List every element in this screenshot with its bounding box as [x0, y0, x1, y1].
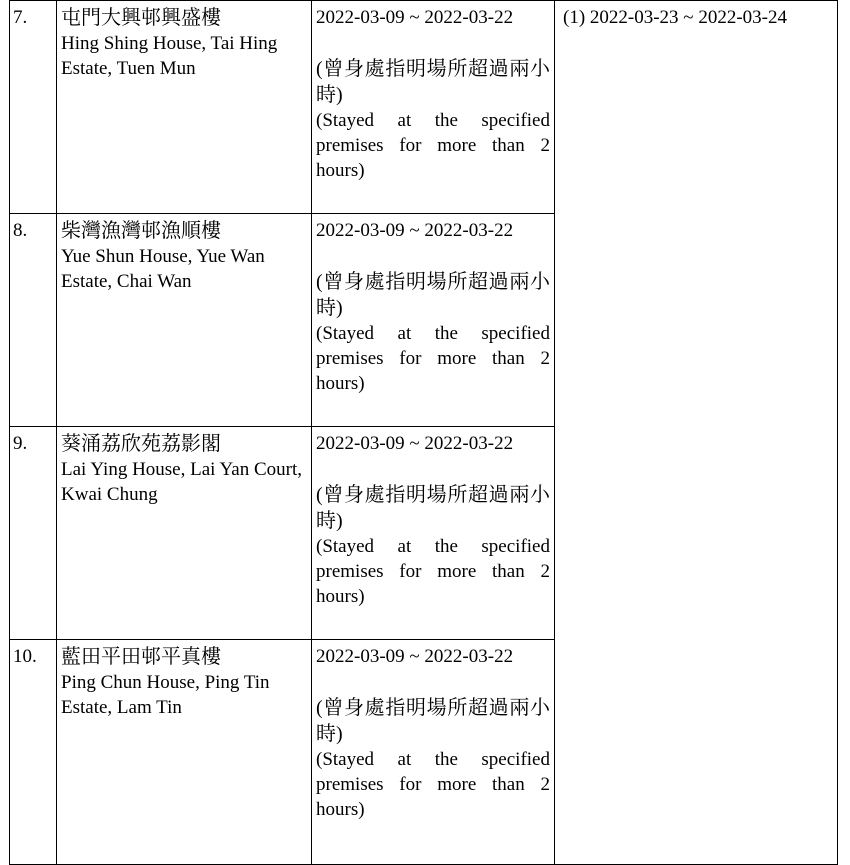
premises-name-zh: 屯門大興邨興盛樓	[61, 7, 221, 29]
premises-name-zh: 藍田平田邨平真樓	[61, 646, 221, 668]
stay-note-zh: (曾身處指明場所超過兩小時)	[316, 271, 550, 319]
stay-note-zh: (曾身處指明場所超過兩小時)	[316, 484, 550, 532]
row-number: 10.	[10, 640, 57, 865]
stay-note-en: (Stayed at the specified premises for more than 2 hours)	[316, 110, 550, 181]
date-cell	[312, 1, 555, 214]
date-cell	[312, 427, 555, 640]
stay-note-zh: (曾身處指明場所超過兩小時)	[316, 58, 550, 106]
premises-cell	[57, 427, 312, 640]
premises-name-en: Hing Shing House, Tai Hing Estate, Tuen Mun	[61, 33, 278, 79]
date-cell	[312, 214, 555, 427]
date-range: 2022-03-09 ~ 2022-03-22	[316, 646, 514, 667]
premises-name-en: Yue Shun House, Yue Wan Estate, Chai Wan	[61, 246, 265, 292]
row-number: 8.	[10, 214, 57, 427]
test-date-line: (1) 2022-03-23 ~ 2022-03-24	[563, 7, 787, 28]
table-row	[10, 1, 838, 214]
date-range: 2022-03-09 ~ 2022-03-22	[316, 7, 514, 28]
date-range: 2022-03-09 ~ 2022-03-22	[316, 220, 514, 241]
row-number: 9.	[10, 427, 57, 640]
stay-note-en: (Stayed at the specified premises for more than 2 hours)	[316, 749, 550, 820]
premises-name-en: Ping Chun House, Ping Tin Estate, Lam Tin	[61, 672, 270, 718]
date-range: 2022-03-09 ~ 2022-03-22	[316, 433, 514, 454]
premises-cell	[57, 214, 312, 427]
stay-note-en: (Stayed at the specified premises for more than 2 hours)	[316, 323, 550, 394]
premises-name-zh: 葵涌荔欣苑荔影閣	[61, 433, 221, 455]
date-cell	[312, 640, 555, 865]
premises-cell	[57, 1, 312, 214]
row-number: 7.	[10, 1, 57, 214]
stay-note-en: (Stayed at the specified premises for more than 2 hours)	[316, 536, 550, 607]
premises-name-en: Lai Ying House, Lai Yan Court, Kwai Chung	[61, 459, 303, 505]
premises-name-zh: 柴灣漁灣邨漁順樓	[61, 220, 221, 242]
stay-note-zh: (曾身處指明場所超過兩小時)	[316, 697, 550, 745]
premises-cell	[57, 640, 312, 865]
compulsory-test-dates-cell	[555, 1, 838, 865]
specified-premises-table	[9, 0, 838, 865]
